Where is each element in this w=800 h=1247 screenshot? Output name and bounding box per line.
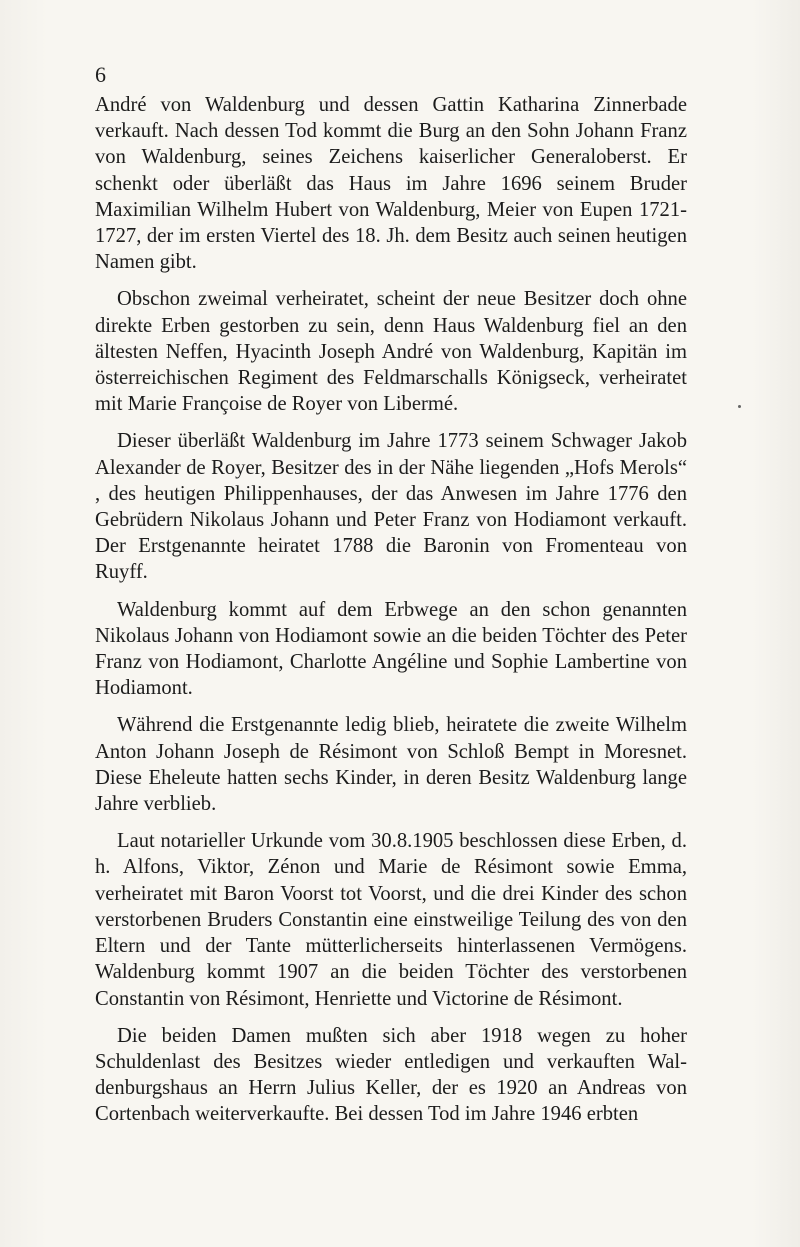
body-text	[95, 92, 687, 1139]
paragraph-1: André von Waldenburg und dessen Gattin Katharina Zinnerbade verkauft. Nach dessen Tod kommt die Burg an den Sohn Johann Franz von Waldenburg, seines Zeichens kaiserlicher Generaloberst. Er schenkt oder überläßt das Haus im Jahre 1696 seinem Bruder Maximilian Wilhelm Hubert von Waldenburg, Meier von Eupen 1721-1727, der im ersten Viertel des 18. Jh. dem Besitz auch seinen heutigen Namen gibt.	[95, 94, 687, 274]
paragraph-3: Dieser überläßt Waldenburg im Jahre 1773 seinem Schwager Jakob Alexander de Royer, Besitzer des in der Nähe liegenden „Hofs Merols“ , des heutigen Philippenhauses, der das Anwesen im Jahre 1776 den Gebrüdern Nikolaus Johann und Peter Franz von Hodiamont verkauft. Der Erstgenannte heiratet 1788 die Baronin von Fromenteau von Ruyff.	[95, 430, 687, 584]
paragraph-7: Die beiden Damen mußten sich aber 1918 wegen zu hoher Schuldenlast des Besitzes wieder entledigen und verkauften Waldenburgshaus an Herrn Julius Keller, der es 1920 an Andreas von Cortenbach weiterverkaufte. Bei dessen Tod im Jahre 1946 erbten	[95, 1024, 687, 1126]
paragraph-4: Waldenburg kommt auf dem Erbwege an den schon genannten Nikolaus Johann von Hodiamont sowie an die beiden Töchter des Peter Franz von Hodiamont, Charlotte Angéline und Sophie Lambertine von Hodiamont.	[95, 598, 687, 700]
page-number: 6	[95, 62, 106, 87]
paragraph-5: Während die Erstgenannte ledig blieb, heiratete die zweite Wilhelm Anton Johann Joseph de Résimont von Schloß Bempt in Moresnet. Diese Eheleute hatten sechs Kinder, in deren Besitz Waldenburg lange Jahre verblieb.	[95, 714, 687, 816]
paper-speck	[738, 405, 741, 408]
paragraph-6: Laut notarieller Urkunde vom 30.8.1905 beschlossen diese Erben, d. h. Alfons, Viktor, Zénon und Marie de Résimont sowie Emma, verheiratet mit Baron Voorst tot Voorst, und die drei Kinder des schon verstorbenen Bruders Constantin eine einstweilige Teilung des von den Eltern und der Tante mütterlicherseits hinterlassenen Vermögens. Waldenburg kommt 1907 an die beiden Töchter des verstorbenen Constantin von Résimont, Henriette und Victorine de Résimont.	[95, 830, 687, 1010]
paragraph-2: Obschon zweimal verheiratet, scheint der neue Besitzer doch ohne direkte Erben gestorben zu sein, denn Haus Waldenburg fiel an den ältesten Neffen, Hyacinth Joseph André von Waldenburg, Kapitän im österreichischen Regiment des Feldmarschalls Königseck, verheiratet mit Marie Françoise de Royer von Libermé.	[95, 288, 687, 416]
